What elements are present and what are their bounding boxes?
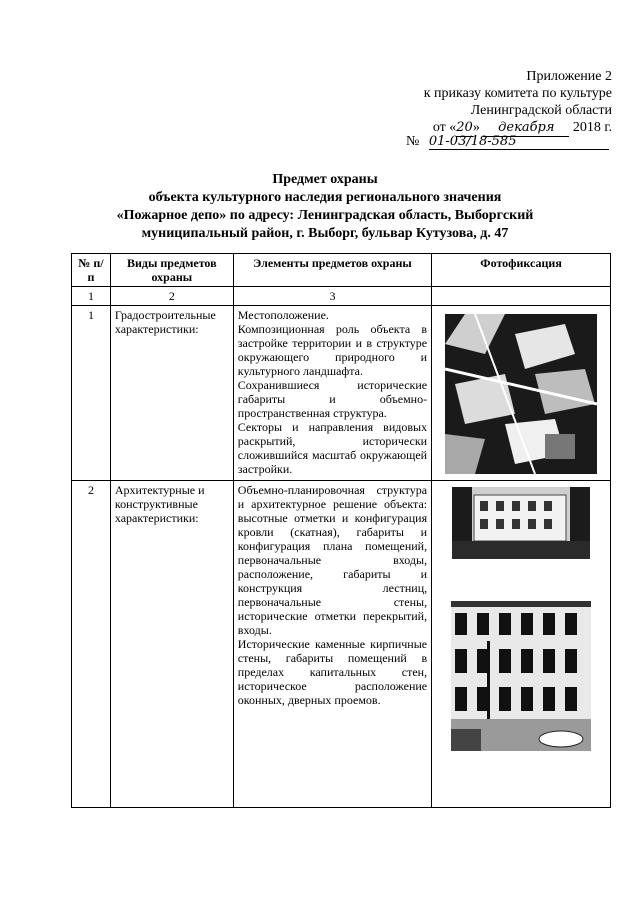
date-year: 2018 г. bbox=[569, 120, 612, 135]
order-reference: к приказу комитета по культуре bbox=[423, 86, 612, 101]
table-row bbox=[72, 306, 611, 481]
table-row bbox=[72, 481, 611, 808]
header-type: Виды предметов охраны bbox=[110, 254, 233, 287]
building-photo bbox=[452, 487, 590, 559]
appendix-header bbox=[372, 68, 612, 137]
table-header-row bbox=[72, 254, 611, 287]
header-num: № п/п bbox=[72, 254, 111, 287]
table-index-row: 1 2 3 bbox=[72, 287, 611, 306]
row-elements: Местоположение. Композиционная роль объекта в застройке территории и в структуре окружающего природного и культурного ландшафта. Сохранившиеся исторические габариты и объемно-пространственная структура. Секторы и направления видовых раскрытий, исторически сложившийся масштаб окружающей застройки. bbox=[233, 306, 431, 481]
row-type: Архитектурные и конструктивные характеристики: bbox=[110, 481, 233, 808]
row-type: Градостроительные характеристики: bbox=[110, 306, 233, 481]
row-photo bbox=[432, 481, 611, 808]
order-number-value: 01-03/18-585 bbox=[429, 134, 609, 150]
header-photo: Фотофиксация bbox=[432, 254, 611, 287]
row-elements: Объемно-планировочная структура и архитектурное решение объекта: высотные отметки и конфигурация кровли (скатная), габариты и конфигурация плана помещений, первоначальные входы, расположение, габариты и конструкция лестниц, первоначальные стены, исторические отметки перекрытий, входы. Исторические каменные кирпичные стены, габариты помещений в пределах капитальных стен, историческое расположение оконных, дверных проемов. bbox=[233, 481, 431, 808]
row-photo bbox=[432, 306, 611, 481]
order-number: № 01-03/18-585 bbox=[406, 134, 609, 150]
protection-subject-table bbox=[71, 253, 611, 808]
appendix-label: Приложение 2 bbox=[526, 69, 612, 84]
row-num: 2 bbox=[72, 481, 111, 808]
header-elements: Элементы предметов охраны bbox=[233, 254, 431, 287]
row-num: 1 bbox=[72, 306, 111, 481]
region-name: Ленинградской области bbox=[470, 103, 612, 118]
aerial-photo bbox=[445, 314, 597, 474]
order-date: от «20» декабря 2018 г. bbox=[432, 120, 612, 135]
facade-photo bbox=[451, 601, 591, 751]
document-title: Предмет охраны объекта культурного наследия регионального значения «Пожарное депо» по адресу: Ленинградская область, Выборгский муниципальный район, г. Выборг, бульвар Кутузова, д. 47 bbox=[116, 172, 534, 241]
date-day: 20 bbox=[456, 120, 473, 135]
date-month: декабря bbox=[483, 119, 569, 137]
